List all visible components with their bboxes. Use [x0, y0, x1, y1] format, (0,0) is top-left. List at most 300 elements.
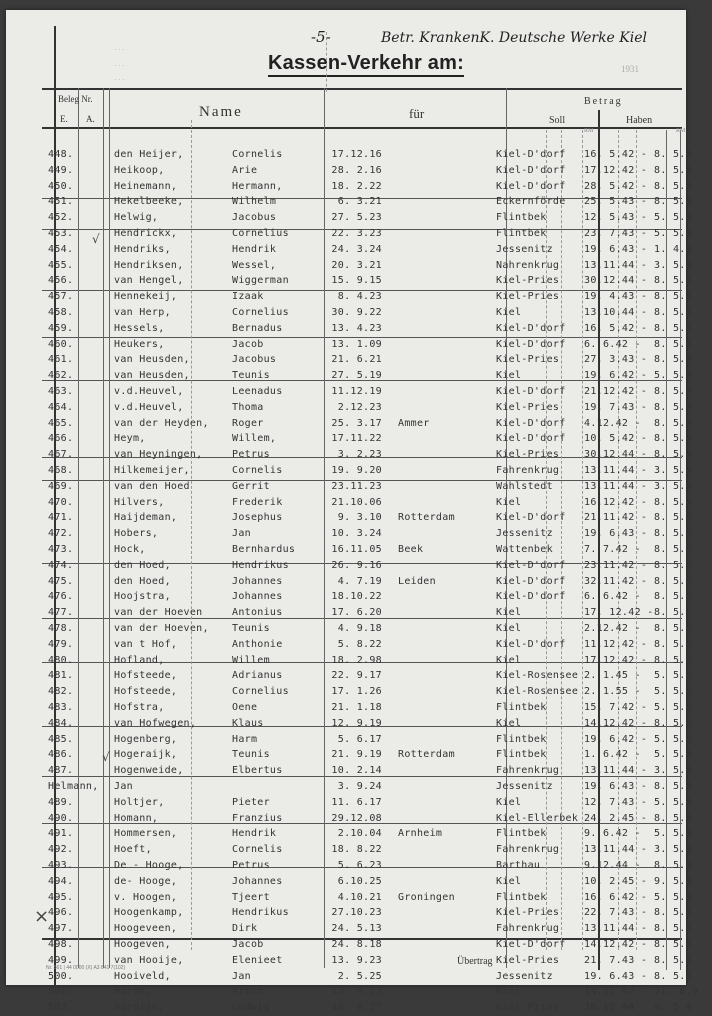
entry-number: 497. [48, 923, 74, 935]
surname: van der Hoeven [114, 607, 203, 619]
surname: Hoeft, [114, 844, 152, 856]
birth-date: 18. 8.22 [331, 844, 382, 856]
haben-date: 8. 5.4 [654, 291, 692, 303]
given-name: Cornelis [232, 844, 283, 856]
table-row [6, 227, 692, 242]
birth-date: 22. 3.23 [331, 228, 382, 239]
entry-number: 464. [48, 401, 74, 413]
table-row [6, 511, 692, 526]
surname: Hooiveld, [114, 970, 171, 982]
header-haben-rm: RM [676, 128, 686, 134]
birth-place: Ammer [398, 417, 430, 429]
birth-date: 5. 6.23 [337, 860, 382, 871]
destination: Wattenbek [496, 544, 553, 555]
given-name: Petrus [232, 860, 270, 871]
header-name: Name [199, 104, 243, 120]
birth-date: 2. 5.25 [337, 970, 382, 982]
entry-number: 449. [48, 164, 74, 176]
entry-number: 490. [48, 812, 74, 824]
haben-date: 8. 5.4 [654, 812, 692, 824]
entry-number: 467. [48, 449, 74, 461]
destination: Kiel-D'dorf [496, 559, 566, 571]
given-name: Frederik [232, 496, 283, 508]
surname: Heikoop, [114, 164, 165, 176]
given-name: Armin [232, 986, 264, 998]
given-name: Pieter [232, 796, 270, 808]
entry-number: 480. [48, 654, 74, 666]
table-row [6, 559, 692, 574]
birth-date: 2.10.04 [337, 828, 382, 840]
table-row [6, 527, 692, 542]
haben-date: 5. 5.4 [654, 370, 692, 382]
entry-number: 450. [48, 180, 74, 192]
surname: Hessels, [114, 322, 165, 334]
haben-date: 8. 5.4 [654, 164, 692, 176]
destination: Jessenitz [496, 970, 553, 982]
given-name: Willem [232, 654, 270, 666]
surname: Hilkemeijer, [114, 465, 190, 476]
birth-date: 21.10.06 [331, 496, 382, 508]
surname: van Heyningen, [114, 449, 203, 461]
haben-date: 8. 5. [654, 607, 686, 619]
haben-date: 3. 5.4 [654, 765, 692, 777]
surname: van Heusden, [114, 370, 190, 382]
haben-date: 31. 8.9 [654, 986, 699, 998]
birth-date: 13. 9.13 [331, 986, 382, 998]
given-name: Jacobus [232, 212, 277, 224]
table-row [6, 733, 692, 748]
surname: Hock, [114, 544, 146, 555]
table-row [6, 164, 692, 179]
haben-date: 3. 5.4 [654, 480, 692, 492]
destination: Flintbek [496, 212, 547, 224]
given-name: Roger [232, 417, 264, 429]
birth-date: 17.12.16 [331, 149, 382, 160]
haben-date: 8. 5.4 [654, 496, 692, 508]
haben-date: 5. 5.4 [654, 796, 692, 808]
surname: de- Hooge, [114, 875, 178, 887]
destination: Nahrenkrug [496, 259, 560, 271]
given-name: Wiggerman [232, 275, 289, 287]
destination: Kiel-D'dorf [496, 386, 566, 397]
birth-date: 27. 5.23 [331, 212, 382, 224]
entry-number: 501. [48, 986, 74, 998]
destination: Flintbek [496, 228, 547, 239]
surname: Helwig, [114, 212, 159, 224]
birth-date: 6.10.25 [337, 875, 382, 887]
soll-date: 30.12.44 - [584, 1002, 648, 1014]
haben-date: 8. 5.4 [654, 781, 692, 792]
birth-date: 11. 6.17 [331, 796, 382, 808]
destination: Kiel-Pries [496, 275, 560, 287]
haben-date: 5. 5.4 [654, 670, 692, 682]
header-haben: Haben [626, 115, 653, 126]
surname: Heym, [114, 433, 146, 445]
table-row [6, 685, 692, 700]
entry-number: 454. [48, 243, 74, 255]
given-name: Leenadus [232, 386, 283, 397]
surname: Hogenweide, [114, 765, 184, 777]
surname: De - Hooge, [114, 860, 184, 871]
soll-date: 14.12.42 - [584, 939, 648, 950]
handwritten-note: Betr. KrankenK. Deutsche Werke Kiel [381, 30, 647, 46]
birth-date: 30. 9.22 [331, 307, 382, 318]
given-name: Bernadus [232, 322, 283, 334]
entry-number: 483. [48, 702, 74, 713]
given-name: Hendrik [232, 243, 277, 255]
destination: Kiel-D'dorf [496, 638, 566, 650]
surname: Hogeraijk, [114, 749, 178, 761]
table-row [6, 369, 692, 384]
entry-number: 500. [48, 970, 74, 982]
page-title: Kassen-Verkehr am: [268, 52, 464, 77]
entry-number: 498. [48, 939, 74, 950]
destination: Fahrenkrug [496, 465, 560, 476]
faint-mark: 1931 [621, 64, 639, 74]
surname: Hoogeven, [114, 939, 171, 950]
given-name: Franzius [232, 812, 283, 824]
table-row [6, 480, 692, 495]
table-row [6, 985, 699, 1000]
table-row [6, 448, 692, 463]
surname: Hendriksen, [114, 259, 184, 271]
soll-date: 13.11.44 - [584, 480, 648, 492]
entry-number: 492. [48, 844, 74, 856]
haben-date: 8. 5.4 [654, 954, 692, 966]
entry-number: 469. [48, 480, 74, 492]
soll-date: 16. 5.42 - [584, 149, 648, 160]
soll-date: 19. 6.42 - [584, 733, 648, 745]
header-soll: Soll [549, 115, 566, 126]
entry-number: 489. [48, 796, 74, 808]
soll-date: 2.12.42 - [584, 623, 641, 634]
soll-date: 15. 7.42 - [584, 702, 648, 713]
table-row [6, 322, 692, 337]
surname: Jan [114, 781, 133, 792]
haben-date: 3. 5.4 [654, 844, 692, 856]
table-row [6, 938, 692, 953]
given-name: Cornelis [232, 465, 283, 476]
soll-date: 13.11.44 - [584, 259, 648, 271]
birth-date: 6. 3.21 [337, 196, 382, 208]
destination: Fahrenkrug [496, 765, 560, 777]
destination: Flintbek [496, 891, 547, 903]
soll-date: 16. 5.42 - [584, 322, 648, 334]
surname: Homann, [114, 812, 159, 824]
haben-date: 3. 5.4 [654, 259, 692, 271]
destination: Kiel [496, 307, 522, 318]
birth-place: Rotterdam [398, 749, 455, 761]
entry-number: 484. [48, 717, 74, 729]
table-row [6, 243, 692, 258]
soll-date: 19. 6.42 - [584, 370, 648, 382]
destination: Jessenitz [496, 781, 553, 792]
destination: Kiel-Rosensee [496, 670, 579, 682]
given-name: Hermann, [232, 180, 283, 192]
table-row [6, 274, 692, 289]
surname: Hofsteede, [114, 670, 178, 682]
entry-number: 496. [48, 907, 74, 919]
given-name: Hendrikus [232, 907, 289, 919]
birth-date: 25. 3.17 [331, 417, 382, 429]
given-name: Tjeert [232, 891, 270, 903]
given-name: Ludwig [232, 1002, 270, 1014]
entry-number: 481. [48, 670, 74, 682]
destination: Flintbek [496, 702, 547, 713]
haben-date: 9. 5.4 [654, 875, 692, 887]
soll-date: 30.12.44 - [584, 449, 648, 461]
haben-date: 8. 5.4 [654, 196, 692, 208]
haben-date: 5. 5.4 [654, 749, 692, 761]
soll-date: 13.11.44 - [584, 765, 648, 777]
entry-number: 477. [48, 607, 74, 619]
table-row [6, 859, 692, 874]
surname: Hoojstra, [114, 591, 171, 603]
handwritten-page-number: -5- [311, 28, 331, 46]
birth-date: 5. 8.22 [337, 638, 382, 650]
birth-date: 8. 4.23 [337, 291, 382, 303]
destination: Kiel [496, 796, 522, 808]
haben-date: 8. 5.4 [654, 907, 692, 919]
given-name: Jan [232, 970, 251, 982]
birth-date: 23.11.23 [331, 480, 382, 492]
surname: Hommersen, [114, 828, 178, 840]
carry-over-label: Übertrag [457, 956, 493, 967]
soll-date: 2. 1.45 - [584, 670, 641, 682]
soll-date: 7. 7.42 - [584, 544, 641, 555]
haben-date: 8. 5.4 [654, 559, 692, 571]
entry-number: 494. [48, 875, 74, 887]
table-row [6, 796, 692, 811]
table-row [6, 148, 692, 163]
haben-date: 5. 5.4 [654, 891, 692, 903]
haben-date: 8. 5.4 [654, 1002, 692, 1014]
soll-date: 22. 7.43 - [584, 907, 648, 919]
table-row [6, 496, 692, 511]
destination: Kiel-D'dorf [496, 433, 566, 445]
given-name: Johannes [232, 875, 283, 887]
haben-date: 8. 5.4 [654, 401, 692, 413]
destination: Kiel [496, 986, 522, 998]
given-name: Cornelius [232, 228, 289, 239]
destination: Wahlstedt [496, 480, 553, 492]
surname: Heinemann, [114, 180, 178, 192]
table-row [6, 606, 686, 621]
haben-date: 8. 5.4 [654, 528, 692, 540]
given-name: Izaak [232, 291, 264, 303]
given-name: Teunis [232, 623, 270, 634]
haben-date: 3. 5.4 [654, 465, 692, 476]
soll-date: 19. 6.43 - [584, 528, 648, 540]
surname: Hennekeij, [114, 291, 178, 303]
haben-date: 8. 5.4 [654, 860, 692, 871]
surname: van Hengel, [114, 275, 184, 287]
surname: van Heusden, [114, 354, 190, 366]
surname: den Hoed, [114, 559, 171, 571]
surname: Hofland, [114, 654, 165, 666]
destination: Kiel-Pries [496, 907, 560, 919]
destination: Fahrenkrug [496, 844, 560, 856]
entry-number: 486. [48, 749, 74, 761]
entry-number: 462. [48, 370, 74, 382]
haben-date: 8. 5.4 [654, 939, 692, 950]
haben-date: 8. 5.4 [654, 307, 692, 318]
header-e: E. [60, 114, 68, 124]
destination: Kiel [496, 370, 522, 382]
birth-date: 4.10.21 [337, 891, 382, 903]
birth-place: Arnheim [398, 828, 443, 840]
birth-date: 22. 9.17 [331, 670, 382, 682]
entry-number: 478. [48, 623, 74, 634]
haben-date: 8. 5.4 [654, 275, 692, 287]
destination: Flintbek [496, 733, 547, 745]
soll-date: 13.11.44 - [584, 923, 648, 935]
table-row [6, 575, 692, 590]
birth-date: 24. 3.24 [331, 243, 382, 255]
birth-date: 12. 9.19 [331, 717, 382, 729]
table-row [6, 669, 692, 684]
destination: Kiel-D'dorf [496, 512, 566, 524]
check-mark-icon: √ [92, 232, 100, 246]
soll-date: 17. 12.42 - [584, 607, 654, 619]
soll-date: 27. 3.43 - [584, 354, 648, 366]
haben-date: 5. 5.4 [654, 702, 692, 713]
soll-date: 13.10.44 - [584, 307, 648, 318]
surname: van t Hof, [114, 638, 178, 650]
birth-date: 17. 1.26 [331, 686, 382, 698]
surname: Hordijk, [114, 1002, 165, 1014]
haben-date: 5. 5.4 [654, 212, 692, 224]
entry-number: Helmann, [48, 781, 99, 792]
haben-date: 8. 5.4 [654, 322, 692, 334]
destination: Kiel [496, 607, 522, 619]
entry-number: 461. [48, 354, 74, 366]
destination: Kiel [496, 654, 522, 666]
destination: Kiel-D'dorf [496, 322, 566, 334]
haben-date: 8. 5.4 [654, 512, 692, 524]
destination: Kiel-D'dorf [496, 164, 566, 176]
entry-number: 468. [48, 465, 74, 476]
haben-date: 8. 5.4 [654, 433, 692, 445]
birth-date: 21. 1.18 [331, 702, 382, 713]
surname: Hendriks, [114, 243, 171, 255]
table-row [6, 543, 692, 558]
given-name: Wilhelm [232, 196, 277, 208]
table-row [6, 701, 692, 716]
haben-date: 8. 5.4 [654, 354, 692, 366]
table-row [6, 780, 692, 795]
table-row [6, 432, 692, 447]
soll-date: 23.11.42 - [584, 559, 648, 571]
table-row [6, 259, 692, 274]
surname: v.d.Heuvel, [114, 386, 184, 397]
birth-date: 19. 9.20 [331, 465, 382, 476]
soll-date: 16.12.42 - [584, 496, 648, 508]
birth-date: 18. 2.22 [331, 180, 382, 192]
given-name: Petrus [232, 449, 270, 461]
given-name: Arie [232, 164, 258, 176]
header-fuer: für [409, 106, 425, 121]
entry-number: 487. [48, 765, 74, 777]
haben-date: 5. 5.4 [654, 733, 692, 745]
birth-date: 15. 9.15 [331, 275, 382, 287]
birth-date: 28. 2.16 [331, 164, 382, 176]
surname: Hobers, [114, 528, 159, 540]
table-row [6, 417, 692, 432]
destination: Kiel-D'dorf [496, 338, 566, 350]
table-row [6, 906, 692, 921]
soll-date: 19. 6.43 - [584, 243, 648, 255]
entry-number: 479. [48, 638, 74, 650]
birth-date: 24. 8.18 [331, 939, 382, 950]
entry-number: 475. [48, 575, 74, 587]
birth-date: 29.12.08 [331, 812, 382, 824]
entry-number: 448. [48, 149, 74, 160]
check-mark-icon: √ [102, 750, 110, 764]
haben-date: 8. 5.4 [654, 180, 692, 192]
destination: Kiel-D'dorf [496, 417, 566, 429]
birth-date: 13. 9.23 [331, 954, 382, 966]
birth-date: 3. 2.23 [337, 449, 382, 461]
soll-date: 19. 7.43 - [584, 401, 648, 413]
surname: van den Hoed [114, 480, 190, 492]
soll-date: 21.12.42 - [584, 386, 648, 397]
haben-date: 8. 5.4 [654, 449, 692, 461]
haben-date: 8. 5.4 [654, 149, 692, 160]
haben-date: 8. 5.4 [654, 623, 692, 634]
haben-date: 8. 5.4 [654, 591, 692, 603]
destination: Jessenitz [496, 528, 553, 540]
table-row [6, 654, 692, 669]
soll-date: 2. 1.55 - [584, 686, 641, 698]
haben-date: 8. 5.4 [654, 970, 692, 982]
header-betrag: Betrag [584, 96, 623, 107]
given-name: Oene [232, 702, 258, 713]
given-name: Anthonie [232, 638, 283, 650]
soll-date: 19. 6.43 - [584, 970, 648, 982]
given-name: Antonius [232, 607, 283, 619]
surname: Hendrickx, [114, 228, 178, 239]
destination: Kiel-D'dorf [496, 180, 566, 192]
birth-date: 5. 6.17 [337, 733, 382, 745]
birth-date: 16.11.05 [331, 544, 382, 555]
given-name: Hendrik [232, 828, 277, 840]
destination: Kiel-D'dorf [496, 939, 566, 950]
table-row [6, 843, 692, 858]
entry-number: 482. [48, 686, 74, 698]
entry-number: 471. [48, 512, 74, 524]
table-row [6, 764, 692, 779]
soll-date: 9. 6.42 - [584, 828, 641, 840]
table-row [6, 922, 692, 937]
surname: Hekelbeeke, [114, 196, 184, 208]
birth-place: Beek [398, 544, 424, 555]
soll-date: 28. 5.42 - [584, 180, 648, 192]
birth-date: 9. 3.10 [337, 512, 382, 524]
haben-date: 8. 5.4 [654, 654, 692, 666]
destination: Eckernförde [496, 196, 566, 208]
surname: van der Heyden, [114, 417, 209, 429]
header-beleg-nr: Beleg Nr. [58, 94, 93, 104]
given-name: Bernhardus [232, 544, 296, 555]
entry-number: 455. [48, 259, 74, 271]
soll-date: 1. 6.42 - [584, 749, 641, 761]
footer-print-code: Nr. 561 | 44 0000 (X) A3 841 7(102) [46, 965, 126, 971]
destination: Kiel-D'dorf [496, 591, 566, 603]
soll-date: 10. 5.42 - [584, 433, 648, 445]
soll-date: 14.12.42 - [584, 717, 648, 729]
given-name: Adrianus [232, 670, 283, 682]
